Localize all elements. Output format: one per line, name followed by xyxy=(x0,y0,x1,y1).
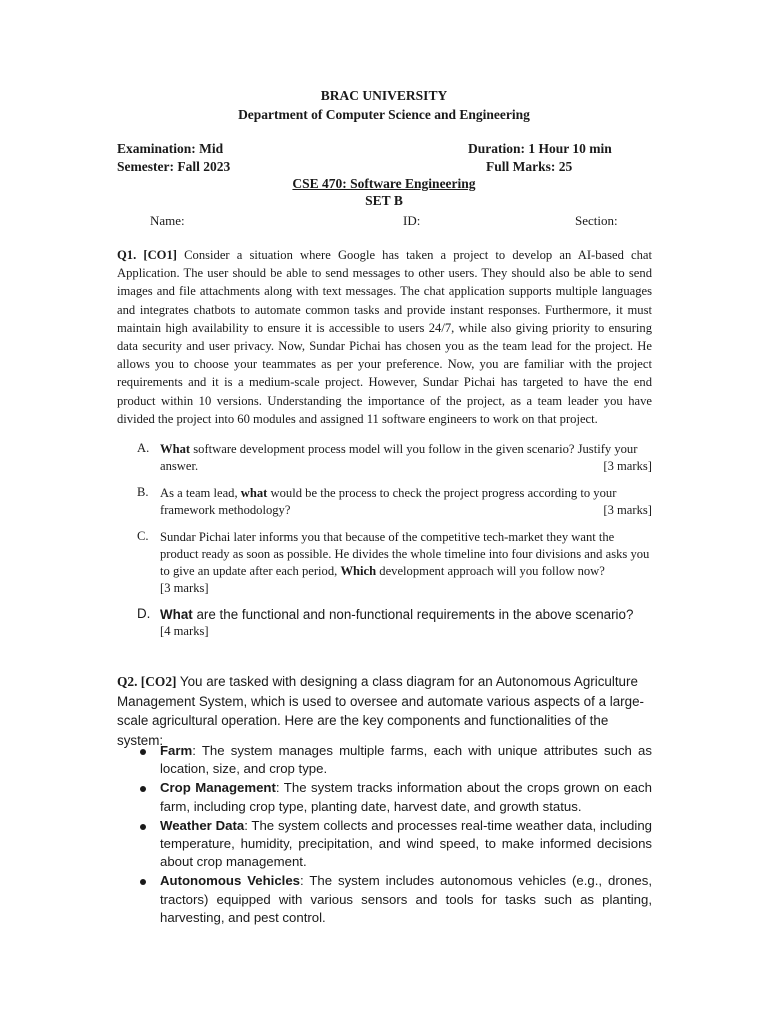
q1-part-c-marks: [3 marks] xyxy=(160,581,209,595)
q1-part-b xyxy=(160,485,652,519)
q1-part-c-pre: Sundar Pichai later informs you that because of the competitive tech-market they want the product ready as soon as possible. He divides the whole timeline into four divisions and asks you to give an update after each period, xyxy=(160,530,650,578)
list-item xyxy=(140,817,652,872)
bullet-icon xyxy=(140,786,146,792)
q1-part-b-marks: [3 marks] xyxy=(603,503,652,517)
department-name: Department of Computer Science and Engineering xyxy=(238,107,530,122)
q1-part-d-label: D. xyxy=(137,606,151,621)
q1-part-c-keyword: Which xyxy=(340,564,377,578)
university-name: BRAC UNIVERSITY xyxy=(320,88,448,103)
q1-part-d-keyword: What xyxy=(160,607,193,622)
id-field-label: ID: xyxy=(403,213,421,228)
q1-part-a-label: A. xyxy=(137,441,150,455)
bullet-text: : The system collects and processes real-time weather data, including temperature, humidity, precipitation, and wind speed, to make informed decisions about crop management. xyxy=(160,817,652,870)
q2-label: Q2. [CO2] xyxy=(117,674,177,689)
q1-part-b-keyword: what xyxy=(240,486,268,500)
q1-block xyxy=(117,246,652,428)
examination-type: Examination: Mid xyxy=(117,141,224,156)
bullet-title: Autonomous Vehicles xyxy=(160,873,301,889)
q1-part-d-marks: [4 marks] xyxy=(160,624,209,638)
q1-label: Q1. [CO1] xyxy=(117,248,177,262)
bullet-title: Farm xyxy=(160,743,193,758)
bullet-icon xyxy=(140,879,146,885)
list-item xyxy=(140,742,652,778)
bullet-title: Weather Data xyxy=(160,817,245,833)
q2-body: You are tasked with designing a class diagram for an Autonomous Agriculture Management System, which is used to oversee and automate various aspects of a large-scale agricultural operation. Here are the key components and functionalities of the system: xyxy=(117,674,644,748)
bullet-icon xyxy=(140,824,146,830)
bullet-icon xyxy=(140,749,146,755)
list-item xyxy=(140,872,652,927)
q1-part-c-text: development approach will you follow now? xyxy=(376,564,605,578)
q1-part-b-pre: As a team lead, xyxy=(160,486,241,500)
q1-body: Consider a situation where Google has taken a project to develop an AI-based chat Application. The user should be able to send messages to other users. They should also be able to send images and file attachments along with text messages. The chat application supports multiple languages and integrates chatbots to automate common tasks and provide instant responses. Furthermore, it must maintain high availability to ensure it is accessible to users 24/7, while also giving priority to ensuring data security and user privacy. Now, Sundar Pichai has chosen you as the team lead for the project. He allows you to choose your teammates as per your preference. Now, you are familiar with the project requirements and it is a medium-scale project. However, Sundar Pichai has targeted to have the end product within 10 versions. Understanding the importance of the project, as a team leader you have divided the project into 60 modules and assigned 11 software engineers to work on that project. xyxy=(117,248,653,426)
bullet-text: : The system manages multiple farms, each with unique attributes such as location, size, and crop type. xyxy=(160,743,652,777)
q1-part-b-text: would be the process to check the project progress according to your framework methodology? xyxy=(160,486,617,517)
course-title: CSE 470: Software Engineering xyxy=(292,176,476,191)
duration: Duration: 1 Hour 10 min xyxy=(468,141,612,156)
full-marks: Full Marks: 25 xyxy=(486,159,573,174)
q1-part-a-keyword: What xyxy=(160,442,191,456)
q1-part-b-label: B. xyxy=(137,485,149,499)
q1-part-a-text: software development process model will you follow in the given scenario? Justify your answer. xyxy=(160,442,638,473)
set-label: SET B xyxy=(365,193,403,208)
list-item xyxy=(140,779,652,815)
q1-part-c xyxy=(160,529,652,597)
bullet-text: : The system tracks information about the crops grown on each farm, including crop type, planting date, harvest date, and growth status. xyxy=(160,780,652,814)
bullet-title: Crop Management xyxy=(160,780,276,796)
q2-block xyxy=(117,672,652,750)
name-field-label: Name: xyxy=(150,213,185,228)
q2-bullet-list xyxy=(140,742,652,928)
q1-part-d-text: are the functional and non-functional requirements in the above scenario? xyxy=(192,607,634,622)
q1-part-d xyxy=(160,606,652,640)
bullet-text: : The system includes autonomous vehicles (e.g., drones, tractors) equipped with various sensors and tools for tasks such as planting, harvesting, and pest control. xyxy=(160,873,652,925)
q1-part-a xyxy=(160,441,652,475)
semester: Semester: Fall 2023 xyxy=(117,159,231,174)
q1-part-c-label: C. xyxy=(137,529,149,543)
section-field-label: Section: xyxy=(575,213,618,228)
q1-part-a-marks: [3 marks] xyxy=(603,459,652,473)
